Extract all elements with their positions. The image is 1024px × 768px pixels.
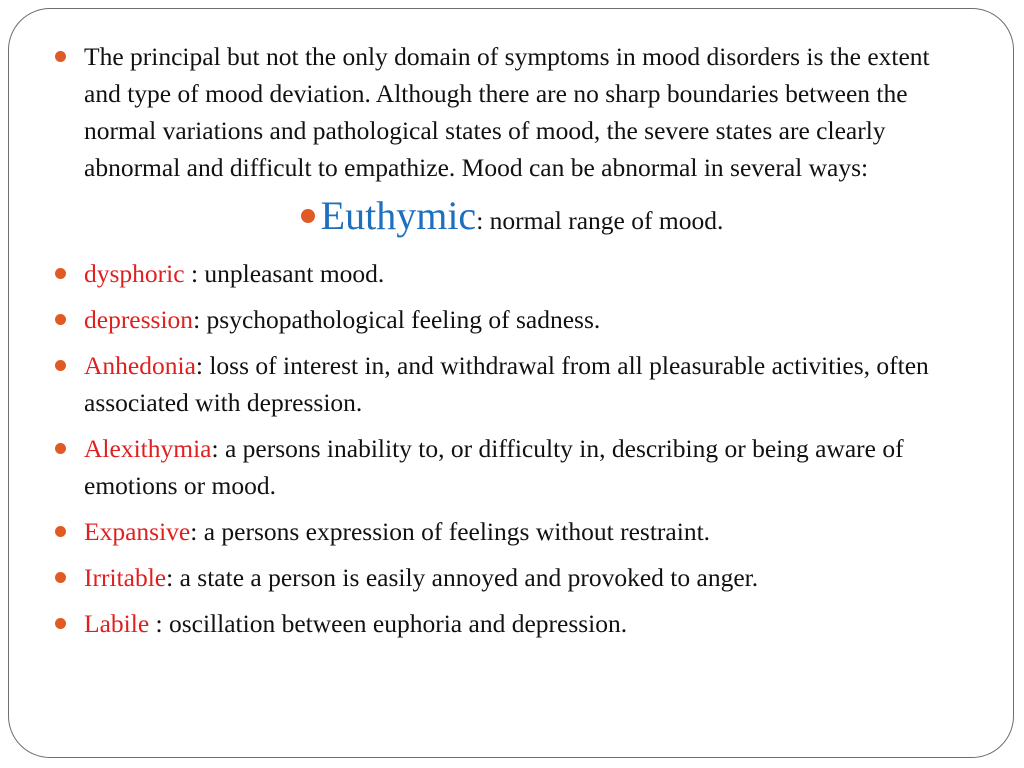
- highlight-definition: : normal range of mood.: [476, 206, 724, 235]
- bullet-icon: [55, 314, 66, 325]
- bullet-icon: [55, 443, 66, 454]
- list-item: [52, 347, 972, 421]
- bullet-icon: [55, 526, 66, 537]
- term-definition: : unpleasant mood.: [184, 259, 385, 288]
- bullet-icon: [301, 209, 315, 223]
- highlight-term: Euthymic: [320, 193, 477, 238]
- intro-bullet: [52, 38, 972, 186]
- term-label: Labile: [84, 609, 150, 638]
- list-item: [52, 430, 972, 504]
- bullet-icon: [55, 268, 66, 279]
- highlight-bullet: [52, 192, 972, 245]
- term-definition: : psychopathological feeling of sadness.: [193, 305, 601, 334]
- term-label: Expansive: [84, 517, 191, 546]
- list-item: [52, 559, 972, 596]
- term-label: Anhedonia: [84, 351, 196, 380]
- list-item: [52, 605, 972, 642]
- list-item: [52, 513, 972, 550]
- term-definition: : loss of interest in, and withdrawal from all pleasurable activities, often associated with depression.: [84, 351, 929, 417]
- list-item: [52, 301, 972, 338]
- bullet-icon: [55, 360, 66, 371]
- bullet-icon: [55, 51, 66, 62]
- bullet-icon: [55, 618, 66, 629]
- term-label: Irritable: [84, 563, 167, 592]
- term-label: depression: [84, 305, 194, 334]
- bullet-list: [52, 38, 972, 642]
- term-label: Alexithymia: [84, 434, 212, 463]
- slide-content: [52, 38, 972, 651]
- term-definition: : oscillation between euphoria and depression.: [149, 609, 628, 638]
- term-definition: : a persons inability to, or difficulty in, describing or being aware of emotions or mood.: [84, 434, 904, 500]
- term-label: dysphoric: [84, 259, 185, 288]
- intro-text: The principal but not the only domain of symptoms in mood disorders is the extent and type of mood deviation. Although there are no sharp boundaries between the normal variations and pathological states of mood, the severe states are clearly abnormal and difficult to empathize. Mood can be abnormal in several ways:: [84, 42, 930, 182]
- term-definition: : a state a person is easily annoyed and provoked to anger.: [166, 563, 759, 592]
- term-definition: : a persons expression of feelings without restraint.: [190, 517, 711, 546]
- list-item: [52, 255, 972, 292]
- bullet-icon: [55, 572, 66, 583]
